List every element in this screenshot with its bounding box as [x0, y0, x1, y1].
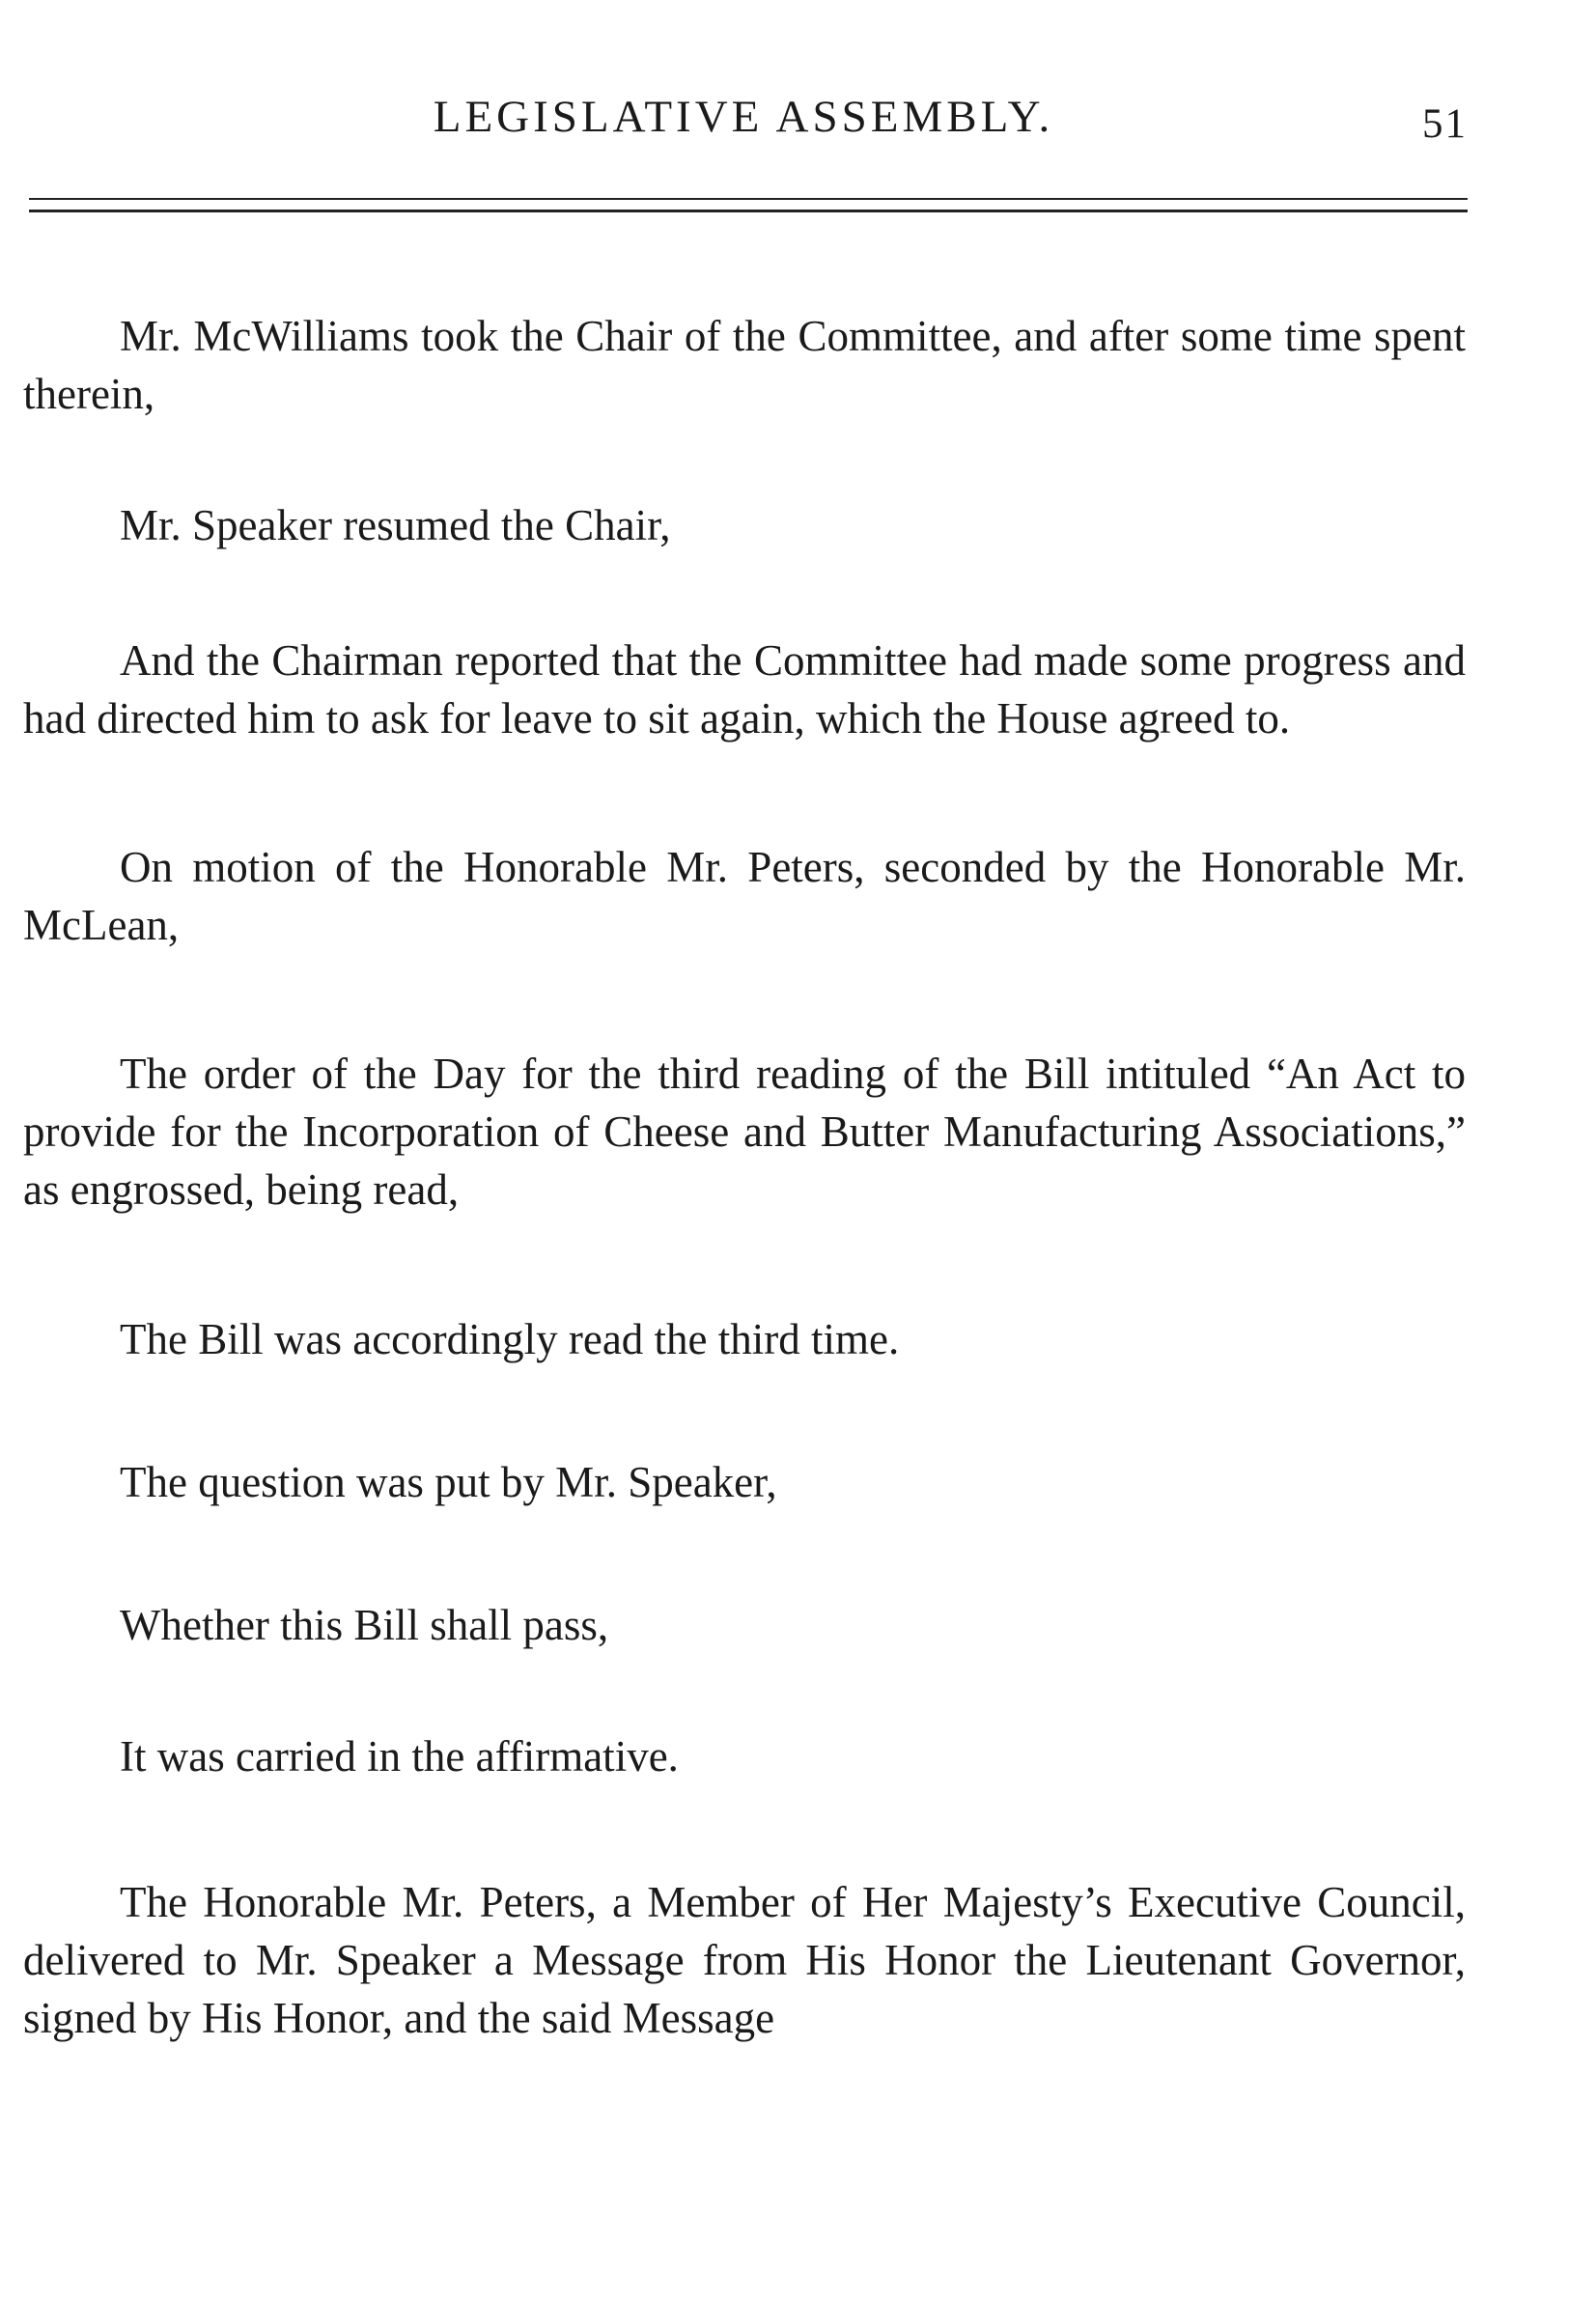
paragraph-chairman-report: And the Chairman reported that the Committee had made some progress and had directed him to ask for leave to sit again, which the House agreed to.: [23, 636, 1466, 743]
paragraph-speaker-resumed: Mr. Speaker resumed the Chair,: [120, 501, 671, 549]
paragraph-committee-chair: Mr. McWilliams took the Chair of the Committee, and after some time spent therein,: [23, 312, 1466, 418]
running-head: [0, 85, 1596, 153]
paragraph-carried: It was carried in the affirmative.: [120, 1732, 679, 1780]
paragraph-whether-pass: Whether this Bill shall pass,: [120, 1601, 609, 1649]
paragraph-third-reading: The Bill was accordingly read the third time.: [120, 1315, 900, 1363]
paragraph-question-put: The question was put by Mr. Speaker,: [120, 1458, 777, 1506]
header-rule-lower: [29, 210, 1468, 212]
page-title: LEGISLATIVE ASSEMBLY.: [433, 92, 1054, 142]
page-number: 51: [1422, 101, 1468, 147]
page-body: [23, 307, 1466, 2047]
header-rule-upper: [29, 198, 1468, 200]
paragraph-message-delivered: The Honorable Mr. Peters, a Member of Her Majesty’s Executive Council, delivered to Mr. Speaker a Message from His Honor the Lieutenant Governor, signed by His Honor, and the said Message: [23, 1878, 1466, 2042]
paragraph-order-of-day: The order of the Day for the third reading of the Bill intituled “An Act to provide for the Incorporation of Cheese and Butter Manufacturing Associations,” as engrossed, being read,: [23, 1050, 1466, 1214]
paragraph-motion: On motion of the Honorable Mr. Peters, seconded by the Honorable Mr. McLean,: [23, 843, 1466, 949]
